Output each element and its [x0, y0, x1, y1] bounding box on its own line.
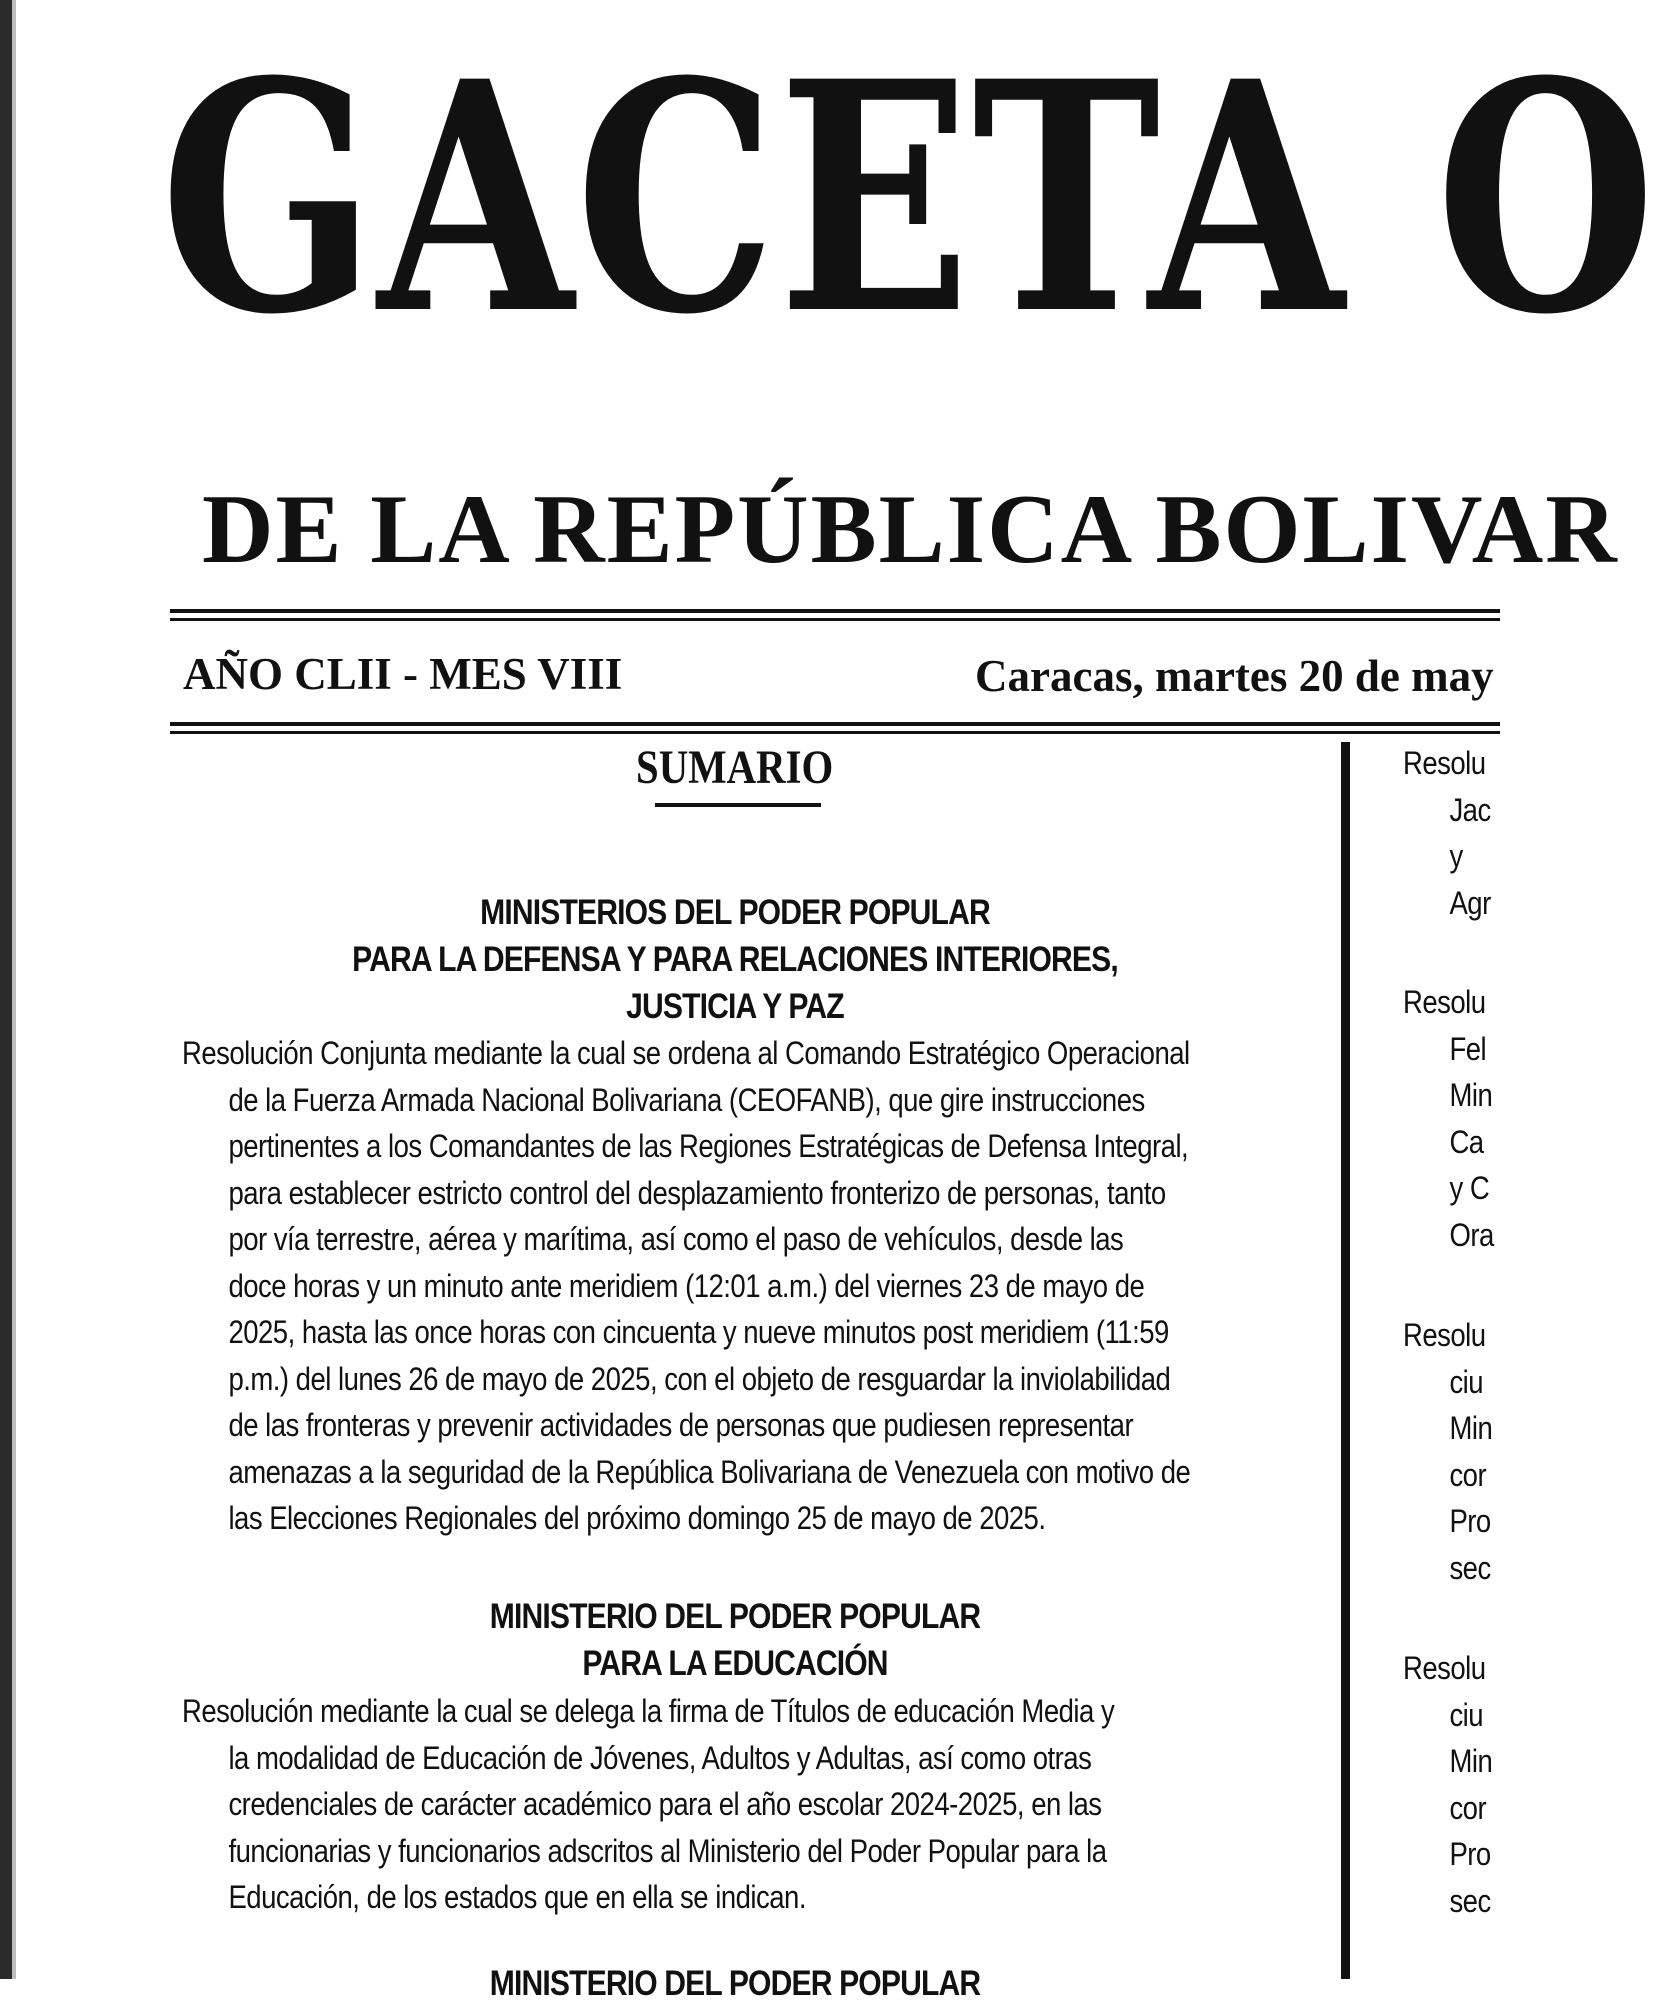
entry-line: Resolu [1403, 745, 1486, 781]
entry-line: sec [1449, 1549, 1491, 1586]
entry-line: p.m.) del lunes 26 de mayo de 2025, con el objeto de resguardar la inviolabilidad [228, 1360, 1171, 1397]
entry-line: Resolución mediante la cual se delega la firma de Títulos de educación Media y [182, 1693, 1115, 1729]
section-heading-line: JUSTICIA Y PAZ [626, 987, 844, 1026]
entry-line: Ca [1449, 1123, 1484, 1160]
entry-line: para establecer estricto control del desplazamiento fronterizo de personas, tanto [228, 1174, 1166, 1211]
entry-line: cor [1449, 1789, 1487, 1826]
entry-line: Min [1449, 1743, 1493, 1779]
section-heading-line: MINISTERIO DEL PODER POPULAR [489, 1597, 981, 1636]
entry-line: funcionarias y funcionarios adscritos al Ministerio del Poder Popular para la [228, 1832, 1107, 1869]
section-heading [253, 1960, 1216, 2007]
entry-line: Resolu [1403, 1650, 1486, 1686]
entry-line: Pro [1449, 1836, 1491, 1872]
issue-date: Caracas, martes 20 de may [975, 651, 1494, 701]
divider-mid-1 [170, 722, 1500, 726]
entry-line: Ora [1449, 1216, 1494, 1253]
column-divider [1341, 742, 1350, 1979]
entry-line: Resolu [1403, 1317, 1486, 1353]
entry-line: doce horas y un minuto ante meridiem (12:01 a.m.) del viernes 23 de mayo de [228, 1267, 1145, 1304]
right-column-entry [1403, 740, 1505, 926]
entry-line: Min [1449, 1077, 1493, 1113]
summary-title-underline [655, 803, 821, 807]
entry-line: Min [1449, 1410, 1493, 1446]
entry-line: la modalidad de Educación de Jóvenes, Adultos y Adultas, así como otras [228, 1739, 1092, 1776]
right-column-entry [1403, 1645, 1507, 1924]
entry-line: ciu [1449, 1363, 1484, 1400]
entry-line: sec [1449, 1882, 1491, 1919]
entry-line: y [1449, 838, 1463, 874]
entry-line: credenciales de carácter académico para el año escolar 2024-2025, en las [228, 1786, 1102, 1822]
section-heading-line: PARA LA EDUCACIÓN [582, 1644, 888, 1683]
right-column-entry [1403, 979, 1509, 1258]
section-heading [253, 1593, 1216, 1687]
right-column-entry [1403, 1312, 1507, 1591]
entry-line: Resolución Conjunta mediante la cual se ordena al Comando Estratégico Operacional [182, 1035, 1190, 1071]
entry-line: pertinentes a los Comandantes de las Regiones Estratégicas de Defensa Integral, [228, 1128, 1189, 1164]
entry-line: Pro [1449, 1503, 1491, 1539]
page-edge-shadow [0, 0, 12, 1979]
entry-line: 2025, hasta las once horas con cincuenta y nueve minutos post meridiem (11:59 [228, 1314, 1169, 1350]
entry-line: Resolu [1403, 984, 1486, 1020]
entry-line: las Elecciones Regionales del próximo domingo 25 de mayo de 2025. [228, 1500, 1046, 1536]
section-heading-line: MINISTERIO DEL PODER POPULAR [489, 1964, 981, 2003]
entry-line: Jac [1449, 791, 1491, 828]
divider-top-2 [170, 618, 1500, 621]
page-edge-highlight [12, 0, 16, 1979]
entry-line: Educación, de los estados que en ella se indican. [228, 1879, 806, 1915]
section-heading [253, 889, 1216, 1030]
issue-number: AÑO CLII - MES VIII [183, 649, 623, 699]
summary-entry [182, 1688, 1290, 1921]
entry-line: amenazas a la seguridad de la República Bolivariana de Venezuela con motivo de [228, 1453, 1191, 1490]
entry-line: Fel [1449, 1030, 1487, 1067]
divider-mid-2 [170, 731, 1500, 734]
entry-line: de la Fuerza Armada Nacional Bolivariana (CEOFANB), que gire instrucciones [228, 1081, 1145, 1118]
summary-title: SUMARIO [636, 741, 834, 794]
entry-line: Agr [1449, 884, 1491, 921]
entry-line: de las fronteras y prevenir actividades de personas que pudiesen representar [228, 1407, 1134, 1443]
section-heading-line: MINISTERIOS DEL PODER POPULAR [480, 893, 990, 932]
masthead-subtitle: DE LA REPÚBLICA BOLIVAR [202, 475, 1619, 584]
section-heading-line: PARA LA DEFENSA Y PARA RELACIONES INTERIORES, [352, 940, 1118, 979]
masthead-title: GACETA O [160, 12, 1657, 384]
divider-top-1 [170, 609, 1500, 613]
entry-line: ciu [1449, 1696, 1484, 1733]
summary-entry [182, 1030, 1290, 1542]
entry-line: cor [1449, 1456, 1487, 1493]
entry-line: por vía terrestre, aérea y marítima, así como el paso de vehículos, desde las [228, 1221, 1124, 1257]
entry-line: y C [1449, 1170, 1490, 1206]
